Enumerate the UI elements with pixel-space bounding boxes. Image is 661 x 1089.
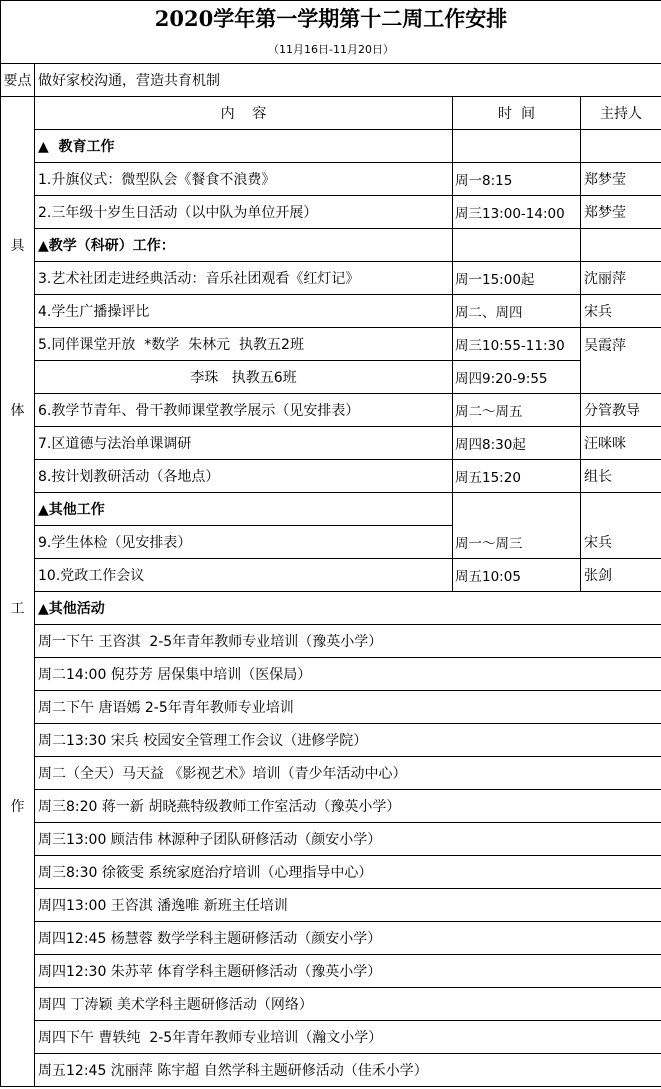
- list-item: [1, 724, 661, 757]
- header-content: 内 容: [35, 97, 453, 130]
- table-row: [1, 262, 661, 295]
- activity-text: 周二13:30 宋兵 校园安全管理工作会议（进修学院）: [35, 724, 661, 757]
- section-teaching: ▲教学（科研）工作：: [35, 229, 453, 262]
- side-label-cell: [1, 1021, 35, 1054]
- item-host: 汪咪咪: [581, 427, 661, 460]
- empty-cell: [453, 130, 581, 163]
- side-label-cell: [1, 724, 35, 757]
- side-label-zuo: 作: [1, 790, 35, 823]
- date-range: （11月16日-11月20日）: [1, 35, 661, 64]
- empty-cell: [581, 130, 661, 163]
- item-time: 周二～周五: [453, 394, 581, 427]
- side-label-cell: [1, 625, 35, 658]
- item-host: 郑梦莹: [581, 163, 661, 196]
- list-item: [1, 856, 661, 889]
- item-host: 沈丽萍: [581, 262, 661, 295]
- activity-text: 周四 丁涛颖 美术学科主题研修活动（网络）: [35, 988, 661, 1021]
- side-label-cell: [1, 163, 35, 196]
- side-label-cell: [1, 988, 35, 1021]
- activity-text: 周五12:45 沈丽萍 陈宇超 自然学科主题研修活动（佳禾小学）: [35, 1054, 661, 1087]
- side-label-cell: [1, 856, 35, 889]
- list-item: [1, 889, 661, 922]
- side-label-cell: [1, 361, 35, 394]
- list-item: [1, 691, 661, 724]
- activity-text: 周四下午 曹轶纯 2-5年青年教师专业培训（瀚文小学）: [35, 1021, 661, 1054]
- side-label-cell: [1, 889, 35, 922]
- activity-text: 周四13:00 王咨淇 潘逸唯 新班主任培训: [35, 889, 661, 922]
- section-education: ▲ 教育工作: [35, 130, 453, 163]
- activity-text: 周三8:20 蒋一新 胡晓燕特级教师工作室活动（豫英小学）: [35, 790, 661, 823]
- activity-text: 周三13:00 顾洁伟 林源种子团队研修活动（颜安小学）: [35, 823, 661, 856]
- empty-cell: [453, 493, 581, 526]
- item-time: 周一～周三: [453, 526, 581, 559]
- table-row: [1, 460, 661, 493]
- side-label-cell: [1, 691, 35, 724]
- side-label-cell: [1, 295, 35, 328]
- side-label-cell: [1, 196, 35, 229]
- list-item: [1, 988, 661, 1021]
- activity-text: 周二14:00 倪芬芳 居保集中培训（医保局）: [35, 658, 661, 691]
- table-row: [1, 427, 661, 460]
- item-content: 6.教学节青年、骨干教师课堂教学展示（见安排表）: [35, 394, 453, 427]
- page-title: 2020学年第一学期第十二周工作安排: [1, 1, 661, 36]
- table-row: [1, 163, 661, 196]
- item-content: 2.三年级十岁生日活动（以中队为单位开展）: [35, 196, 453, 229]
- side-label-cell: [1, 130, 35, 163]
- section-other-activities: ▲其他活动: [35, 592, 661, 625]
- side-label-cell: [1, 658, 35, 691]
- table-row: [1, 328, 661, 361]
- item-host: 分管教导: [581, 394, 661, 427]
- item-time: 周三13:00-14:00: [453, 196, 581, 229]
- empty-cell: [581, 493, 661, 526]
- side-label-cell: [1, 1054, 35, 1087]
- empty-cell: [581, 229, 661, 262]
- list-item: [1, 922, 661, 955]
- side-label-cell: [1, 955, 35, 988]
- item-content: 7.区道德与法治单课调研: [35, 427, 453, 460]
- side-label-cell: [1, 559, 35, 592]
- table-row: [1, 394, 661, 427]
- side-label-cell: [1, 493, 35, 526]
- table-row: [1, 196, 661, 229]
- item-content: 李珠 执教五6班: [35, 361, 453, 394]
- section-other-work: ▲其他工作: [35, 493, 453, 526]
- table-row: [1, 526, 661, 559]
- key-point-label: 要点: [1, 64, 35, 97]
- item-content: 4.学生广播操评比: [35, 295, 453, 328]
- table-row: [1, 559, 661, 592]
- activity-text: 周一下午 王咨淇 2-5年青年教师专业培训（豫英小学）: [35, 625, 661, 658]
- item-content: 5.同伴课堂开放 *数学 朱林元 执教五2班: [35, 328, 453, 361]
- item-time: 周五10:05: [453, 559, 581, 592]
- item-content: 8.按计划教研活动（各地点）: [35, 460, 453, 493]
- activity-text: 周二下午 唐语嫣 2-5年青年教师专业培训: [35, 691, 661, 724]
- list-item: [1, 955, 661, 988]
- table-row: [1, 295, 661, 328]
- header-host: 主持人: [581, 97, 661, 130]
- item-time: 周四9:20-9:55: [453, 361, 581, 394]
- activity-text: 周四12:30 朱苏苹 体育学科主题研修活动（豫英小学）: [35, 955, 661, 988]
- list-item: [1, 1021, 661, 1054]
- side-label-cell: [1, 427, 35, 460]
- item-time: 周一8:15: [453, 163, 581, 196]
- item-host: 宋兵: [581, 526, 661, 559]
- list-item: [1, 1054, 661, 1087]
- item-content: 3.艺术社团走进经典活动：音乐社团观看《红灯记》: [35, 262, 453, 295]
- side-label-cell: [1, 97, 35, 130]
- item-time: 周三10:55-11:30: [453, 328, 581, 361]
- side-label-cell: [1, 922, 35, 955]
- key-point-text: 做好家校沟通，营造共育机制: [35, 64, 661, 97]
- header-time: 时 间: [453, 97, 581, 130]
- item-host: 宋兵: [581, 295, 661, 328]
- item-content: 1.升旗仪式：微型队会《餐食不浪费》: [35, 163, 453, 196]
- item-host: 张剑: [581, 559, 661, 592]
- side-label-cell: [1, 460, 35, 493]
- activity-text: 周二（全天）马天益 《影视艺术》培训（青少年活动中心）: [35, 757, 661, 790]
- table-row: [1, 361, 661, 394]
- list-item: [1, 757, 661, 790]
- side-label-cell: [1, 757, 35, 790]
- item-time: 周五15:20: [453, 460, 581, 493]
- activity-text: 周三8:30 徐筱雯 系统家庭治疗培训（心理指导中心）: [35, 856, 661, 889]
- item-host: 郑梦莹: [581, 196, 661, 229]
- item-time: 周四8:30起: [453, 427, 581, 460]
- side-label-ju: 具: [1, 229, 35, 262]
- list-item: [1, 625, 661, 658]
- list-item: [1, 790, 661, 823]
- item-host: 组长: [581, 460, 661, 493]
- activity-text: 周四12:45 杨慧蓉 数学学科主题研修活动（颜安小学）: [35, 922, 661, 955]
- side-label-cell: [1, 526, 35, 559]
- list-item: [1, 823, 661, 856]
- empty-cell: [453, 229, 581, 262]
- item-content: 10.党政工作会议: [35, 559, 453, 592]
- side-label-cell: [1, 328, 35, 361]
- side-label-gong: 工: [1, 592, 35, 625]
- item-time: 周二、周四: [453, 295, 581, 328]
- item-host: 吴霞萍: [581, 328, 661, 394]
- item-content: 9.学生体检（见安排表）: [35, 526, 453, 559]
- side-label-ti: 体: [1, 394, 35, 427]
- side-label-cell: [1, 823, 35, 856]
- list-item: [1, 658, 661, 691]
- item-time: 周一15:00起: [453, 262, 581, 295]
- side-label-cell: [1, 262, 35, 295]
